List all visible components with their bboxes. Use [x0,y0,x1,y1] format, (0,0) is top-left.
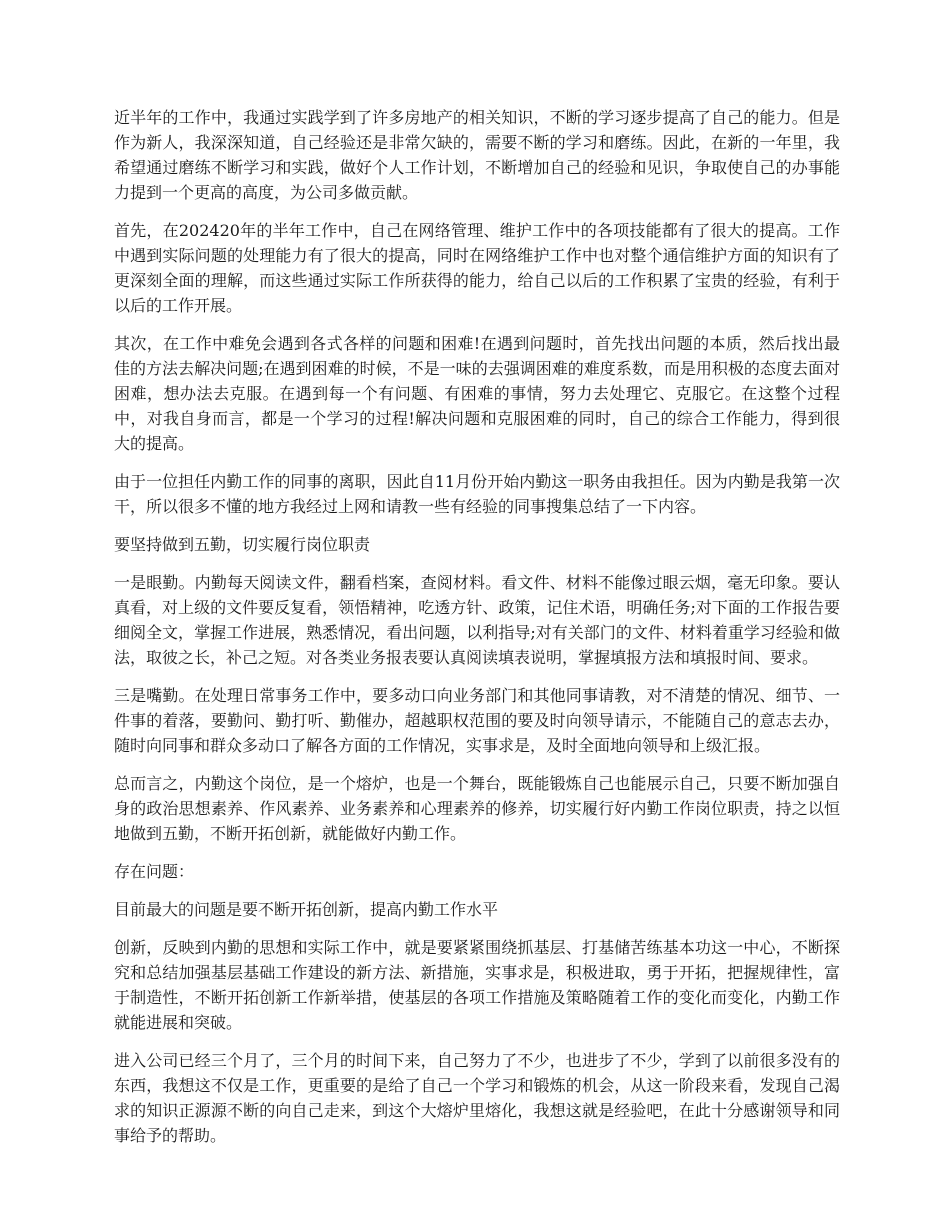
paragraph-heading-biggest-problem: 目前最大的问题是要不断开拓创新，提高内勤工作水平 [114,900,499,919]
paragraph-2: 首先，在202420年的半年工作中，自己在网络管理、维护工作中的各项技能都有了很大的提高。工作中遇到实际问题的处理能力有了很大的提高，同时在网络维护工作中也对整个通信维护方面的知识有了更深刻全面的理解，而这些通过实际工作所获得的能力，给自己以后的工作积累了宝贵的经验，有利于以后的工作开展。 [114,221,840,315]
paragraph-4: 由于一位担任内勤工作的同事的离职，因此自11月份开始内勤这一职务由我担任。因为内勤是我第一次干，所以很多不懂的地方我经过上网和请教一些有经验的同事搜集总结了一下内容。 [114,472,840,516]
paragraph-6: 一是眼勤。内勤每天阅读文件，翻看档案，查阅材料。看文件、材料不能像过眼云烟，毫无印象。要认真看，对上级的文件要反复看，领悟精神，吃透方针、政策，记住术语，明确任务;对下面的工作报告要细阅全文，掌握工作进展，熟悉情况，看出问题，以利指导;对有关部门的文件、材料着重学习经验和做法，取彼之长，补己之短。对各类业务报表要认真阅读填表说明，掌握填报方法和填报时间、要求。 [114,573,840,667]
paragraph-heading-five-diligences: 要坚持做到五勤，切实履行岗位职责 [114,535,371,554]
paragraph-11: 创新，反映到内勤的思想和实际工作中，就是要紧紧围绕抓基层、打基储苦练基本功这一中心，不断探究和总结加强基层基础工作建设的新方法、新措施，实事求是，积极进取，勇于开拓，把握规律性，富于制造性，不断开拓创新工作新举措，使基层的各项工作措施及策略随着工作的变化而变化，内勤工作就能进展和突破。 [114,938,840,1032]
paragraph-1: 近半年的工作中，我通过实践学到了许多房地产的相关知识，不断的学习逐步提高了自己的能力。但是作为新人，我深深知道，自己经验还是非常欠缺的，需要不断的学习和磨练。因此，在新的一年里，我希望通过磨练不断学习和实践，做好个人工作计划，不断增加自己的经验和见识，争取使自己的办事能力提到一个更高的高度，为公司多做贡献。 [114,108,840,202]
paragraph-3: 其次，在工作中难免会遇到各式各样的问题和困难!在遇到问题时，首先找出问题的本质，然后找出最佳的方法去解决问题;在遇到困难的时候，不是一味的去强调困难的难度系数，而是用积极的态度去面对困难，想办法去克服。在遇到每一个有问题、有困难的事情，努力去处理它、克服它。在这整个过程中，对我自身而言，都是一个学习的过程!解决问题和克服困难的同时，自己的综合工作能力，得到很大的提高。 [114,334,840,453]
paragraph-12: 进入公司已经三个月了，三个月的时间下来，自己努力了不少，也进步了不少，学到了以前很多没有的东西，我想这不仅是工作，更重要的是给了自己一个学习和锻炼的机会，从这一阶段来看，发现自己渴求的知识正源源不断的向自己走来，到这个大熔炉里熔化，我想这就是经验吧，在此十分感谢领导和同事给予的帮助。 [114,1051,840,1145]
paragraph-7: 三是嘴勤。在处理日常事务工作中，要多动口向业务部门和其他同事请教，对不清楚的情况、细节、一件事的着落，要勤问、勤打听、勤催办，超越职权范围的要及时向领导请示，不能随自己的意志去办，随时向同事和群众多动口了解各方面的工作情况，实事求是，及时全面地向领导和上级汇报。 [114,686,840,755]
paragraph-8: 总而言之，内勤这个岗位，是一个熔炉，也是一个舞台，既能锻炼自己也能展示自己，只要不断加强自身的政治思想素养、作风素养、业务素养和心理素养的修养，切实履行好内勤工作岗位职责，持之以恒地做到五勤，不断开拓创新，就能做好内勤工作。 [114,774,840,843]
paragraph-heading-problems: 存在问题： [114,862,195,881]
